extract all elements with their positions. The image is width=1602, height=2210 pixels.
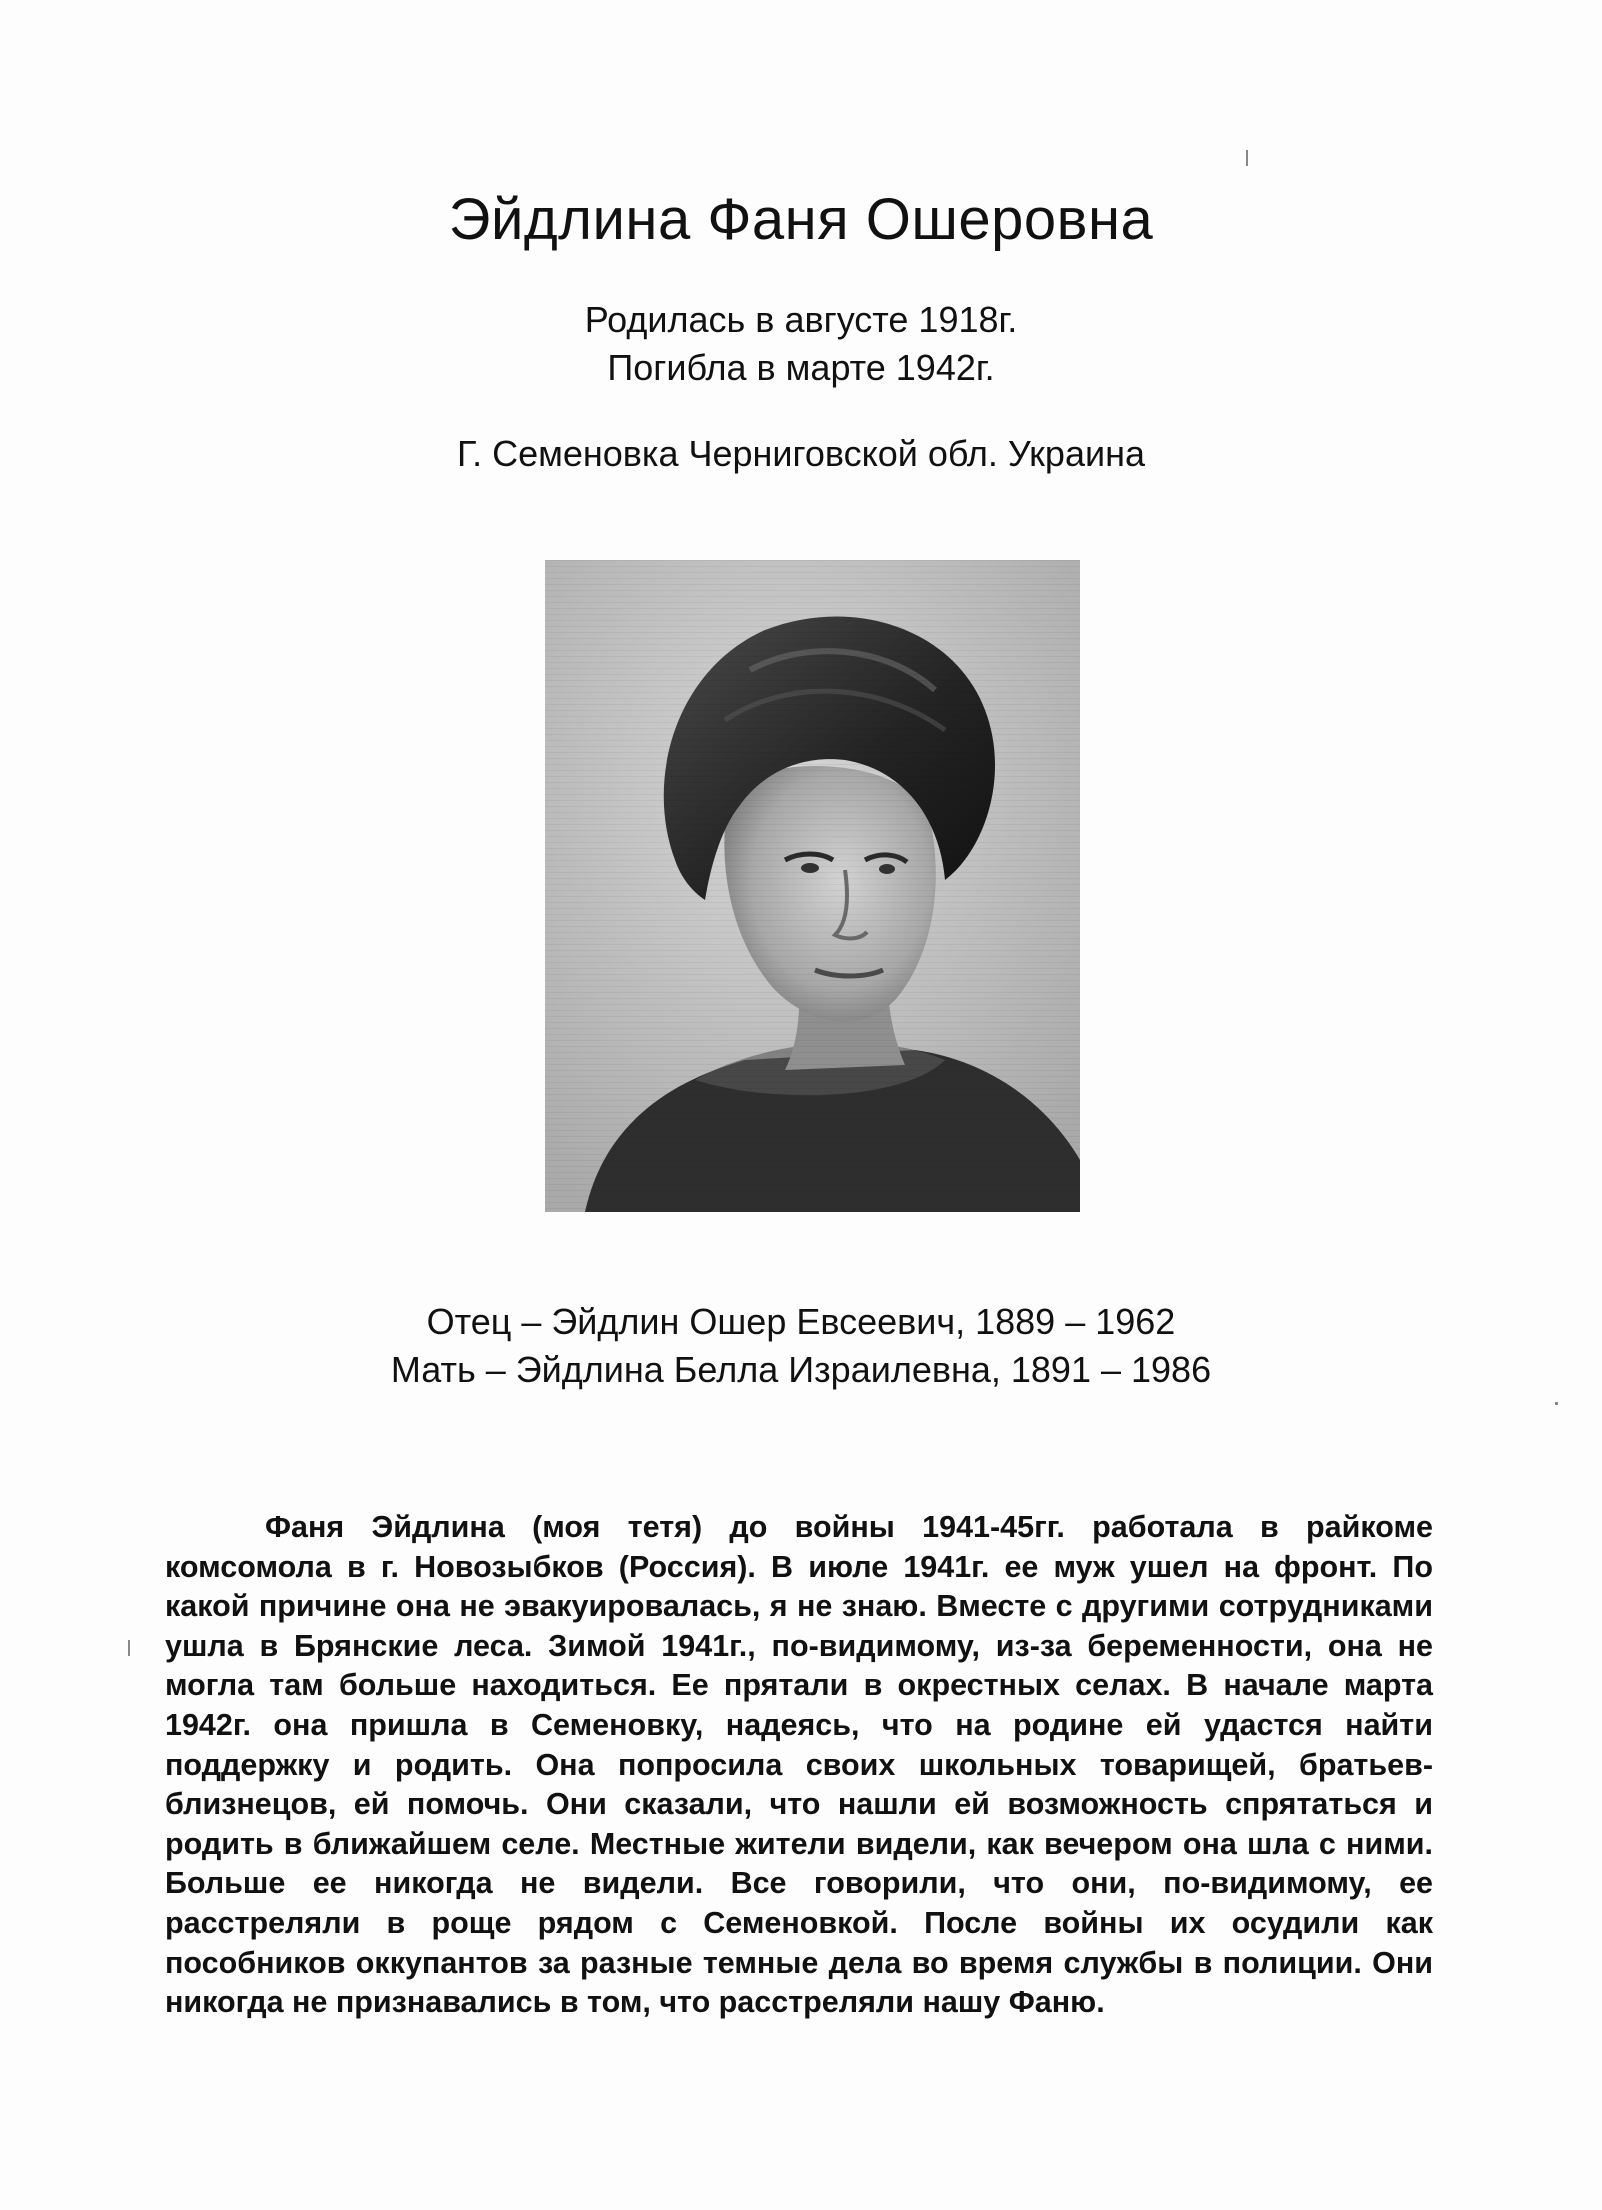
scan-speck <box>1246 150 1248 166</box>
scan-speck <box>1555 1402 1558 1405</box>
page-title: Эйдлина Фаня Ошеровна <box>448 187 1154 252</box>
place-line: Г. Семеновка Черниговской обл. Украина <box>457 433 1145 474</box>
scan-speck <box>128 1640 130 1656</box>
birth-date: Родилась в августе 1918г. <box>584 299 1018 340</box>
life-dates <box>0 296 1602 392</box>
father-line: Отец – Эйдлин Ошер Евсеевич, 1889 – 1962 <box>426 1301 1176 1342</box>
death-date: Погибла в марте 1942г. <box>607 347 995 388</box>
mother-line: Мать – Эйдлина Белла Израилевна, 1891 – 1986 <box>390 1349 1212 1390</box>
portrait-drawing <box>545 560 1080 1212</box>
story-paragraph: Фаня Эйдлина (моя тетя) до войны 1941-45гг. работала в райкоме комсомола в г. Новозыбков (Россия). В июле 1941г. ее муж ушел на фронт. По какой причине она не эвакуировалась, я не знаю. Вместе с другими сотрудниками ушла в Брянские леса. Зимой 1941г., по-видимому, из-за беременности, она не могла там больше находиться. Ее прятали в окрестных селах. В начале марта 1942г. она пришла в Семеновку, надеясь, что на родине ей удастся найти поддержку и родить. Она попросила своих школьных товарищей, братьев-близнецов, ей помочь. Они сказали, что нашли ей возможность спрятаться и родить в ближайшем селе. Местные жители видели, как вечером она шла с ними. Больше ее никогда не видели. Все говорили, что они, по-видимому, ее расстреляли в роще рядом с Семеновкой. После войны их осудили как пособников оккупантов за разные темные дела во время службы в полиции. Они никогда не признавались в том, что расстреляли нашу Фаню. <box>165 1510 1433 2020</box>
portrait-photo-icon <box>545 560 1080 1212</box>
parents-block <box>0 1298 1602 1394</box>
